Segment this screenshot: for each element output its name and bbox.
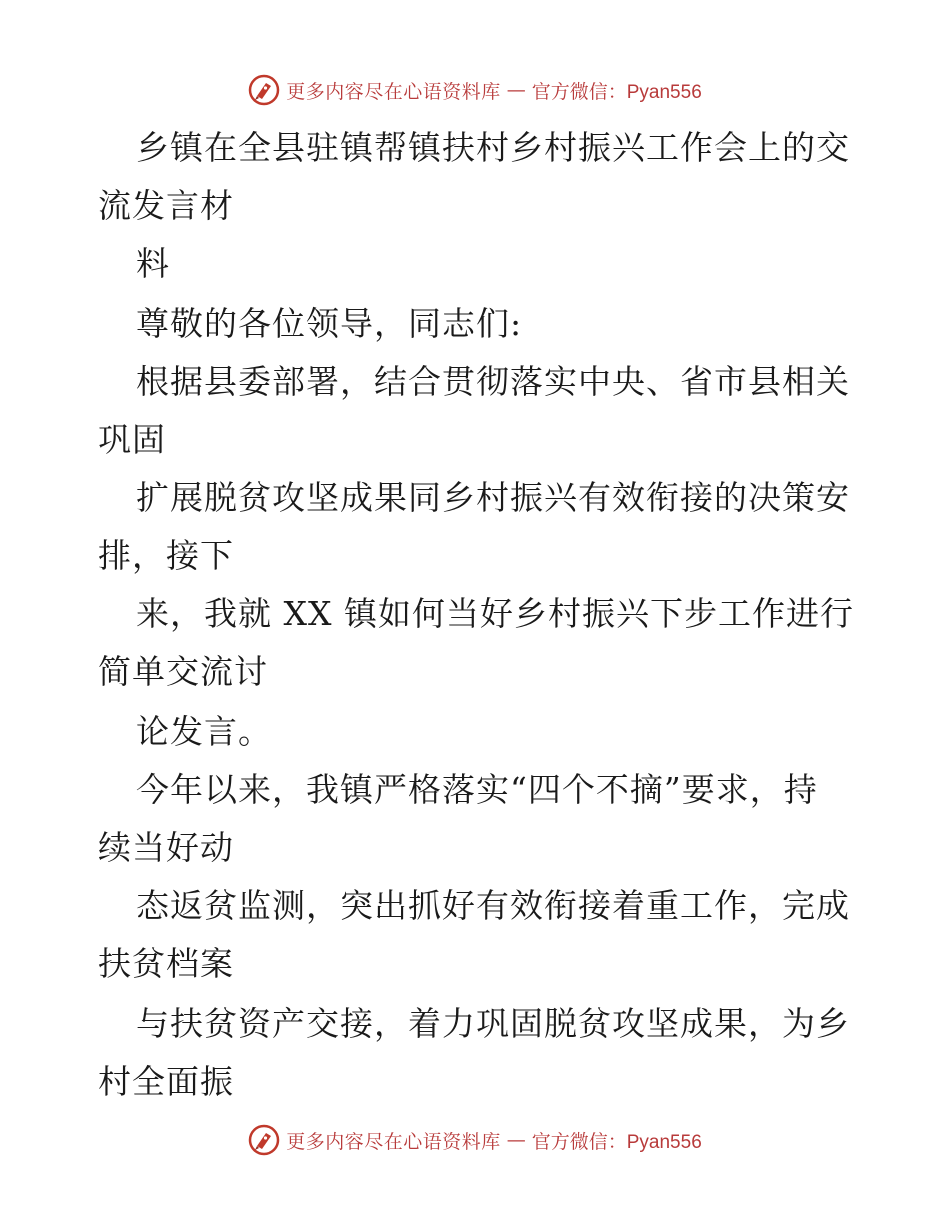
banner-wechat: 官方微信：Pyan556 (531, 81, 702, 103)
doc-line: 论发言。 (136, 712, 272, 751)
doc-line: 村全面振 (98, 1062, 234, 1101)
doc-line: 排，接下 (98, 536, 234, 575)
doc-line: 巩固 (98, 420, 166, 459)
pen-nib-logo-icon (248, 1124, 280, 1156)
doc-line: 今年以来，我镇严格落实“四个不摘”要求，持 (136, 770, 818, 809)
doc-line: 根据县委部署，结合贯彻落实中央、省市县相关 (136, 362, 850, 401)
pen-nib-logo-icon (248, 74, 280, 106)
doc-line: 料 (136, 244, 170, 283)
doc-line: 乡镇在全县驻镇帮镇扶村乡村振兴工作会上的交 (136, 128, 850, 167)
doc-line: 流发言材 (98, 186, 234, 225)
doc-line: 简单交流讨 (98, 652, 268, 691)
footer-banner (0, 1120, 950, 1160)
banner-text: 更多内容尽在心语资料库 (286, 80, 501, 103)
banner-separator: — (506, 79, 526, 101)
banner-wechat: 官方微信：Pyan556 (531, 1131, 702, 1153)
doc-line: 扶贫档案 (98, 944, 234, 983)
banner-separator: — (506, 1129, 526, 1151)
doc-line: 与扶贫资产交接，着力巩固脱贫攻坚成果，为乡 (136, 1004, 850, 1043)
header-banner (0, 70, 950, 110)
doc-line: 来，我就 XX 镇如何当好乡村振兴下步工作进行 (136, 594, 854, 633)
doc-line: 尊敬的各位领导，同志们: (136, 304, 523, 343)
doc-line: 扩展脱贫攻坚成果同乡村振兴有效衔接的决策安 (136, 478, 850, 517)
doc-line: 续当好动 (98, 828, 234, 867)
banner-text: 更多内容尽在心语资料库 (286, 1130, 501, 1153)
doc-line: 态返贫监测，突出抓好有效衔接着重工作，完成 (136, 886, 850, 925)
